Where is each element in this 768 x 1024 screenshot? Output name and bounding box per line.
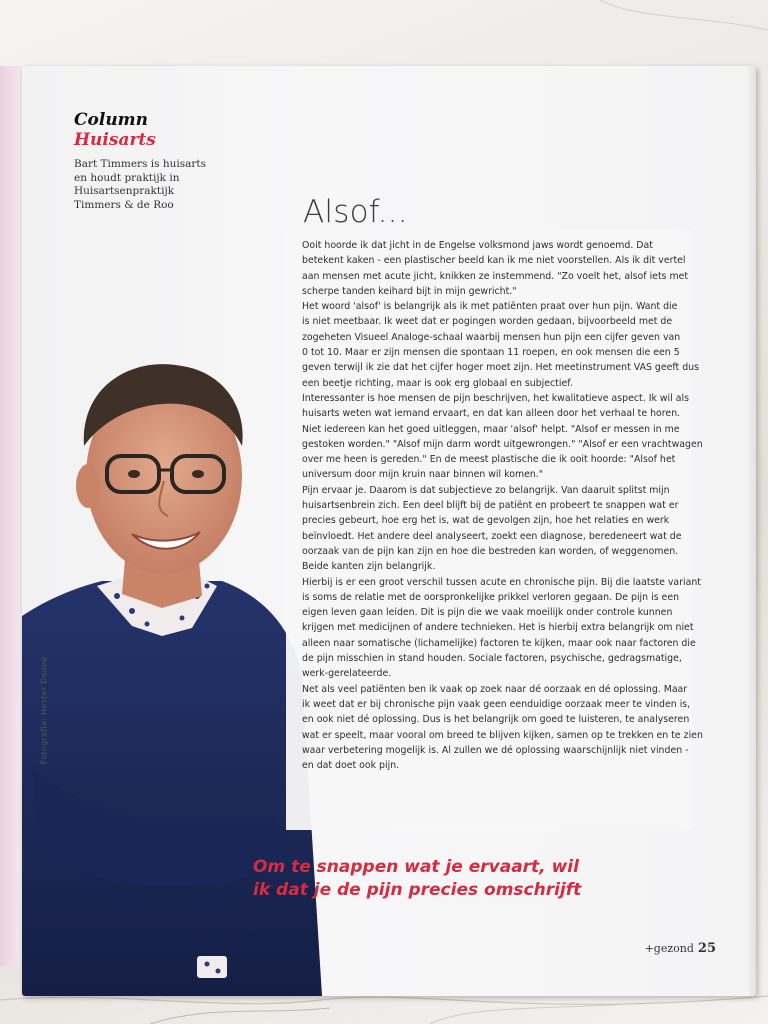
column-subtitle: Huisarts bbox=[74, 130, 156, 150]
magazine-brand: +gezond bbox=[644, 942, 694, 955]
photo-credit: Fotografie: Hester Doove bbox=[39, 656, 49, 765]
article-body bbox=[302, 238, 702, 773]
bio-line: Timmers & de Roo bbox=[74, 198, 174, 211]
magazine-page bbox=[22, 66, 756, 996]
body-line: Interessanter is hoe mensen de pijn beschrijven, het kwalitatieve aspect. Ik wil als bbox=[302, 392, 689, 404]
body-line: Hierbij is er een groot verschil tussen acute en chronische pijn. Bij die laatste variant bbox=[302, 576, 701, 588]
body-line: betekent kaken - een plastischer beeld kan ik me niet voorstellen. Als ik dit vertel bbox=[302, 255, 686, 267]
body-line: werk-gerelateerde. bbox=[302, 668, 392, 680]
body-line: Niet iedereen kan het goed uitleggen, maar 'alsof' helpt. "Alsof er messen in me bbox=[302, 423, 680, 435]
body-line: is niet meetbaar. Ik weet dat er pogingen worden gedaan, bijvoorbeeld met de bbox=[302, 316, 673, 328]
body-line: beïnvloedt. Het andere deel analyseert, zoekt een diagnose, beredeneert wat de bbox=[302, 530, 682, 542]
article-title: Alsof... bbox=[303, 194, 408, 230]
body-line: huisartsenbrein zich. Een deel blijft bij de patiënt en probeert te snappen wat er bbox=[302, 500, 679, 512]
bio-line: Huisartsenpraktijk bbox=[74, 185, 175, 197]
body-line: Beide kanten zijn belangrijk. bbox=[302, 561, 436, 573]
column-label: Column bbox=[74, 110, 149, 130]
body-line: Net als veel patiënten ben ik vaak op zoek naar dé oorzaak en dé oplossing. Maar bbox=[302, 683, 688, 695]
body-line: ik weet dat er bij chronische pijn vaak geen eenduidige oorzaak meer te vinden is, bbox=[302, 698, 691, 710]
page-footer bbox=[645, 941, 716, 956]
body-line: precies gebeurt, hoe erg het is, wat de gevolgen zijn, hoe het relaties en werk bbox=[302, 515, 670, 527]
page-number: 25 bbox=[697, 941, 716, 956]
body-line: en dat doet ook pijn. bbox=[302, 760, 400, 772]
body-line: een beetje richting, maar is ook erg globaal en subjectief. bbox=[302, 377, 573, 389]
body-line: waar verbetering mogelijk is. Al zullen we dé oplossing waarschijnlijk niet vinden - bbox=[302, 744, 689, 756]
pull-quote bbox=[253, 856, 613, 902]
body-line: zogeheten Visueel Analoge-schaal waarbij mensen hun pijn een cijfer geven van bbox=[302, 331, 681, 343]
body-line: Het woord 'alsof' is belangrijk als ik met patiënten praat over hun pijn. Want die bbox=[302, 301, 678, 313]
body-line: en ook niet dé oplossing. Dus is het belangrijk om goed te luisteren, te analyseren bbox=[302, 714, 690, 726]
pull-quote-line: Om te snappen wat je ervaart, wil bbox=[253, 857, 579, 877]
body-line: over me heen is gereden." En de meest plastische die ik ooit hoorde: "Alsof het bbox=[302, 454, 676, 466]
body-line: Pijn ervaar je. Daarom is dat subjectieve zo belangrijk. Van daaruit splitst mijn bbox=[302, 484, 670, 496]
bio-line: en houdt praktijk in bbox=[74, 171, 180, 184]
bio-line: Bart Timmers is huisarts bbox=[74, 158, 207, 170]
body-line: oorzaak van de pijn kan zijn en hoe die bestreden kan worden, of weggenomen. bbox=[302, 545, 679, 557]
body-line: Ooit hoorde ik dat jicht in de Engelse volksmond jaws wordt genoemd. Dat bbox=[302, 240, 653, 251]
body-line: gestoken worden." "Alsof mijn darm wordt uitgewrongen." "Alsof er een vrachtwagen bbox=[302, 438, 703, 450]
body-line: geven terwijl ik zie dat het cijfer hoger moet zijn. Het meetinstrument VAS geeft dus bbox=[302, 362, 699, 374]
author-bio bbox=[74, 158, 214, 212]
body-line: universum door mijn kruin naar binnen wil komen." bbox=[302, 469, 544, 481]
body-line: krijgen met medicijnen of andere technieken. Het is hierbij extra belangrijk om niet bbox=[302, 622, 694, 634]
body-line: aan mensen met acute jicht, knikken ze instemmend. "Zo voelt het, alsof iets met bbox=[302, 270, 689, 282]
body-line: alleen naar somatische (lichamelijke) factoren te kijken, maar ook naar factoren die bbox=[302, 637, 696, 649]
body-line: huisarts weten wat iemand ervaart, en dat kan alleen door het verhaal te horen. bbox=[302, 408, 681, 420]
body-line: eigen leven gaan leiden. Dit is pijn die we vaak moeilijk onder controle kunnen bbox=[302, 607, 673, 619]
body-line: wat er speelt, maar vooral om breed te blijven kijken, samen op te trekken en te zien bbox=[302, 729, 703, 741]
body-line: is soms de relatie met de oorspronkelijke prikkel verloren gegaan. De pijn is een bbox=[302, 591, 680, 603]
body-line: scherpe tanden keihard bijt in mijn gewricht." bbox=[302, 285, 517, 297]
body-line: 0 tot 10. Maar er zijn mensen die spontaan 11 roepen, en ook mensen die een 5 bbox=[302, 347, 680, 359]
pull-quote-line: ik dat je de pijn precies omschrijft bbox=[253, 880, 582, 900]
page-edge-shadow bbox=[746, 66, 756, 996]
body-line: de pijn misschien in stand houden. Sociale factoren, psychische, gedragsmatige, bbox=[302, 653, 682, 665]
